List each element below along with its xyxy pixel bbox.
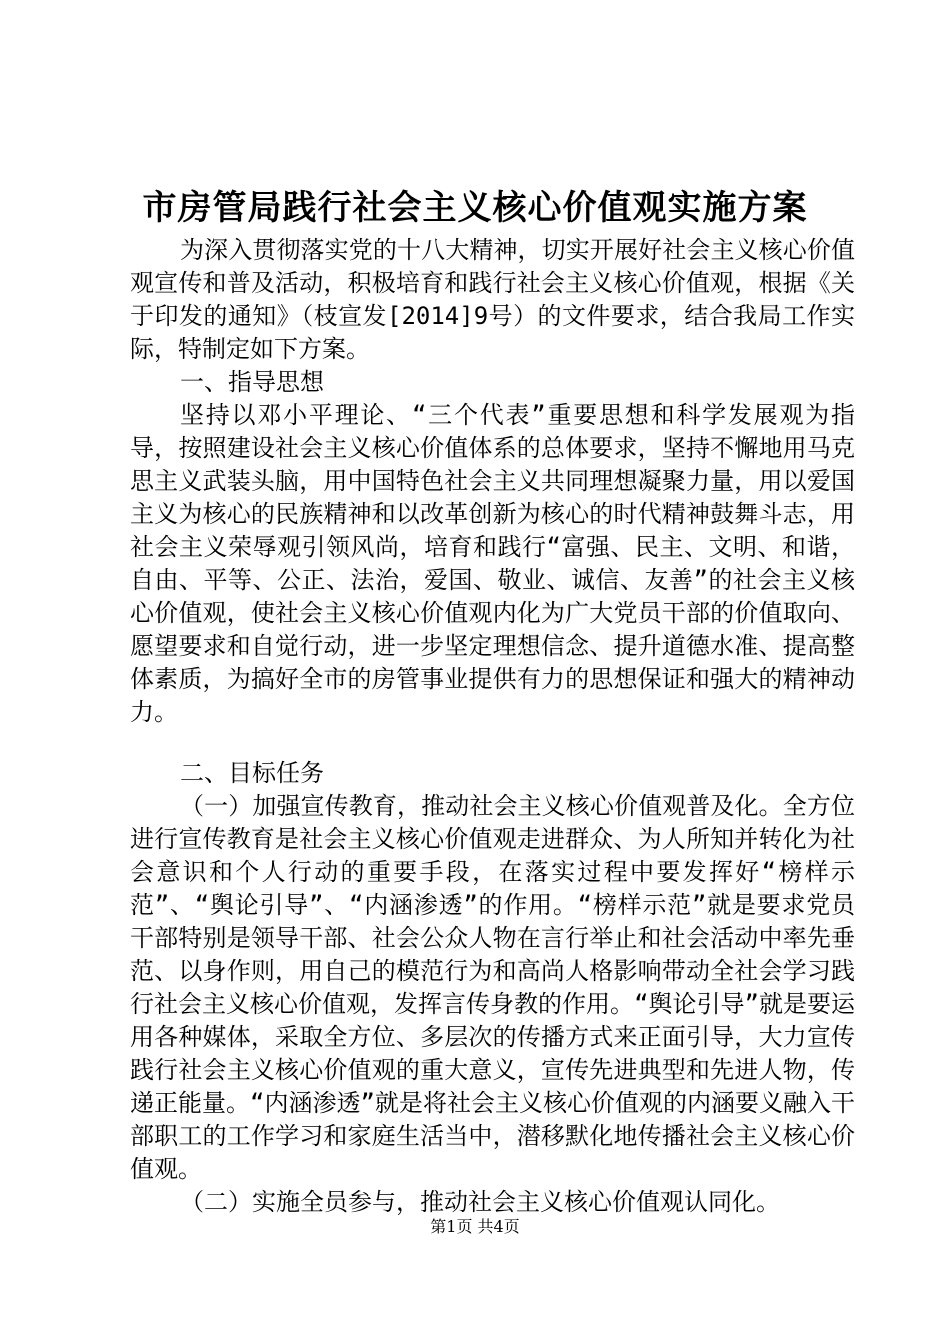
document-body	[130, 234, 855, 1219]
guiding-thought-paragraph: 坚持以邓小平理论、“三个代表”重要思想和科学发展观为指导，按照建设社会主义核心价值体系的总体要求，坚持不懈地用马克思主义武装头脑，用中国特色社会主义共同理想凝聚力量，用以爱国主义为核心的民族精神和以改革创新为核心的时代精神鼓舞斗志，用社会主义荣辱观引领风尚，培育和践行“富强、民主、文明、和谐，自由、平等、公正、法治，爱国、敬业、诚信、友善”的社会主义核心价值观，使社会主义核心价值观内化为广大党员干部的价值取向、愿望要求和自觉行动，进一步坚定理想信念、提升道德水准、提高整体素质，为搞好全市的房管事业提供有力的思想保证和强大的精神动力。	[130, 401, 855, 726]
goals-item-2-paragraph: （二）实施全员参与，推动社会主义核心价值观认同化。	[180, 1188, 780, 1216]
paragraph-spacer	[130, 729, 855, 757]
intro-paragraph: 为深入贯彻落实党的十八大精神，切实开展好社会主义核心价值观宣传和普及活动，积极培育和践行社会主义核心价值观，根据《关于印发的通知》（枝宣发[2014]9号）的文件要求，结合我局工作实际，特制定如下方案。	[130, 236, 855, 363]
section-heading-goals-tasks: 二、目标任务	[180, 759, 324, 787]
section-heading-guiding-thought: 一、指导思想	[180, 368, 324, 396]
document-title: 市房管局践行社会主义核心价值观实施方案	[142, 188, 808, 228]
page-number-footer: 第1页 共4页	[430, 1217, 520, 1236]
goals-item-1-paragraph: （一）加强宣传教育，推动社会主义核心价值观普及化。全方位进行宣传教育是社会主义核心价值观走进群众、为人所知并转化为社会意识和个人行动的重要手段，在落实过程中要发挥好“榜样示范”、“舆论引导”、“内涵渗透”的作用。“榜样示范”就是要求党员干部特别是领导干部、社会公众人物在言行举止和社会活动中率先垂范、以身作则，用自己的模范行为和高尚人格影响带动全社会学习践行社会主义核心价值观，发挥言传身教的作用。“舆论引导”就是要运用各种媒体，采取全方位、多层次的传播方式来正面引导，大力宣传践行社会主义核心价值观的重大意义，宣传先进典型和先进人物，传递正能量。“内涵渗透”就是将社会主义核心价值观的内涵要义融入干部职工的工作学习和家庭生活当中，潜移默化地传播社会主义核心价值观。	[130, 792, 855, 1183]
